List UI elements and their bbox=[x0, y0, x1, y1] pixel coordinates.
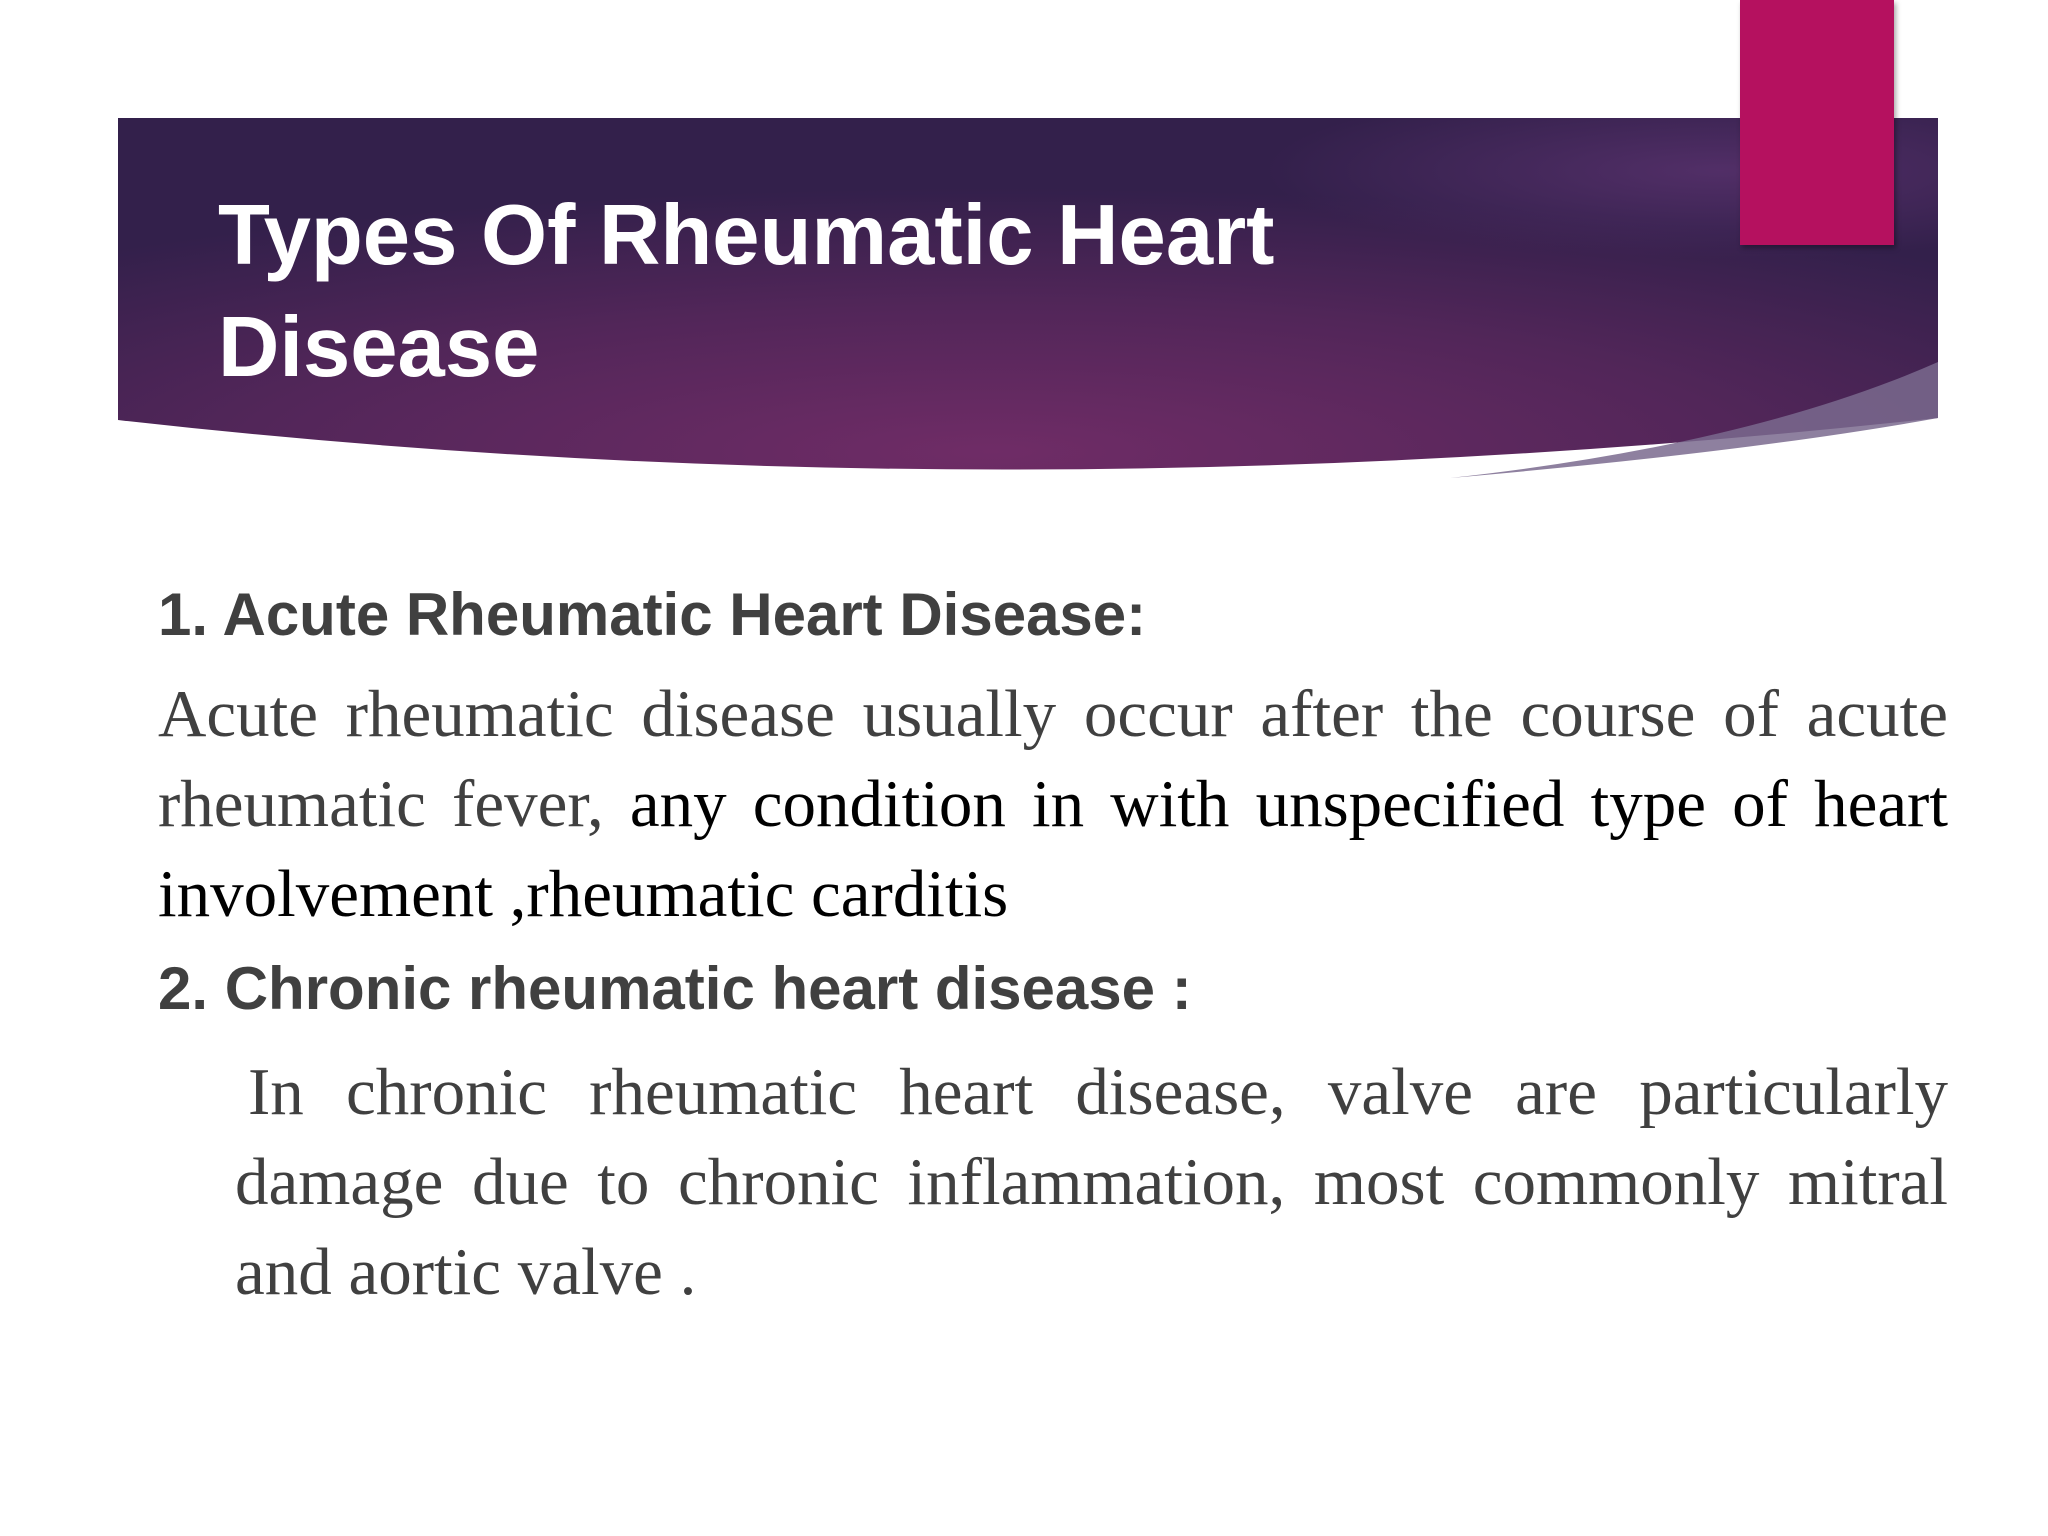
section-heading-chronic: 2. Chronic rheumatic heart disease : bbox=[158, 955, 1192, 1022]
slide-content bbox=[158, 575, 1948, 1317]
section-text-acute-part2: any condition in with unspecified type of heart involvement ,rheumatic carditis bbox=[158, 767, 1948, 931]
section-text-chronic-body: In chronic rheumatic heart disease, valve are particularly damage due to chronic inflammation, most commonly mitral and aortic valve . bbox=[235, 1055, 1948, 1309]
accent-tab bbox=[1740, 0, 1894, 245]
section-heading-acute: 1. Acute Rheumatic Heart Disease: bbox=[158, 581, 1147, 648]
section-text-acute bbox=[158, 669, 1948, 939]
section-text-chronic bbox=[158, 1047, 1948, 1317]
slide-title: Types Of Rheumatic Heart Disease bbox=[218, 188, 1275, 395]
section-text-acute-part1: Acute rheumatic disease usually occur after the course of acute rheumatic fever, bbox=[158, 677, 1948, 841]
